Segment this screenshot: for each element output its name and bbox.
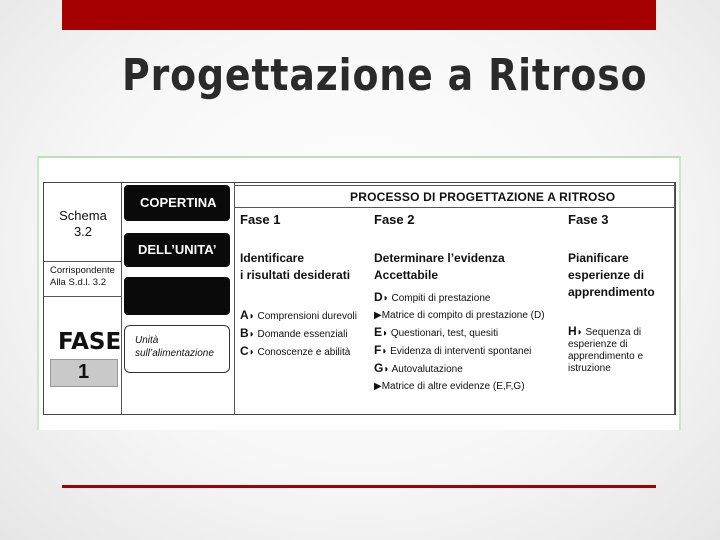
fase3-title-line2: esperienze di	[568, 268, 645, 282]
copertina-label: COPERTINA	[140, 195, 217, 210]
divider-process-top	[234, 185, 675, 186]
fase3-items	[568, 325, 643, 375]
schema-label	[48, 208, 118, 240]
list-item: C◗ Conoscenze e abilità	[240, 344, 351, 358]
fase1-heading: Fase 1	[240, 212, 281, 227]
unit-box	[124, 325, 230, 373]
divider-left-row1	[44, 261, 121, 262]
fase2-heading: Fase 2	[374, 212, 415, 227]
fase3-title	[568, 250, 655, 301]
fase2-items	[374, 289, 545, 395]
divider-left-column	[121, 183, 122, 414]
bottom-accent-line	[62, 485, 656, 488]
fase3-title-line3: apprendimento	[568, 285, 655, 299]
list-item: G◗ Autovalutazione	[374, 361, 463, 375]
list-item: H◗ Sequenza di	[568, 324, 642, 338]
list-item: apprendimento e	[568, 351, 644, 362]
fase-label: FASE	[58, 329, 122, 355]
process-title: PROCESSO DI PROGETTAZIONE A RITROSO	[350, 190, 616, 204]
corrispondente-line1: Corrispondente	[50, 265, 115, 276]
scanned-figure	[37, 156, 681, 430]
divider-left-row2	[44, 296, 121, 297]
fase-number-box	[50, 359, 118, 387]
divider-process-title	[234, 207, 675, 208]
figure-frame	[43, 182, 676, 415]
top-accent-bar	[62, 0, 656, 30]
fase3-heading: Fase 3	[568, 212, 609, 227]
fase1-title	[240, 250, 350, 284]
list-item: E◗ Questionari, test, quesiti	[374, 325, 499, 339]
fase-number: 1	[78, 361, 90, 383]
corrispondente-text	[50, 265, 115, 289]
slide-title: Progettazione a Ritroso	[122, 50, 648, 101]
fase3-title-line1: Pianificare	[568, 251, 629, 265]
fase1-title-line2: i risultati desiderati	[240, 268, 351, 282]
unit-line1: Unità	[135, 335, 159, 346]
list-item: esperienze di	[568, 339, 628, 350]
fase1-title-line1: Identificare	[240, 251, 305, 265]
fase1-items	[240, 307, 357, 361]
list-item: F◗ Evidenza di interventi spontanei	[374, 343, 532, 357]
divider-right-edge	[674, 183, 675, 414]
fase2-title-line2: Accettabile	[374, 268, 439, 282]
dell-unita-box	[124, 233, 230, 267]
list-item: istruzione	[568, 363, 611, 374]
fase2-title-line1: Determinare l’evidenza	[374, 251, 505, 265]
dell-unita-label: DELL’UNITA’	[138, 242, 217, 257]
fase2-title	[374, 250, 505, 284]
item-letter: A	[240, 308, 249, 322]
item-letter: C	[240, 344, 249, 358]
item-letter: B	[240, 326, 249, 340]
unit-line2: sull’alimentazione	[135, 348, 214, 359]
list-item: B◗ Domande essenziali	[240, 326, 348, 340]
copertina-box	[124, 185, 230, 221]
list-item: ▶Matrice di compito di prestazione (D)	[374, 310, 545, 321]
list-item: ▶Matrice di altre evidenze (E,F,G)	[374, 381, 525, 392]
empty-black-box	[124, 277, 230, 315]
list-item: D◗ Compiti di prestazione	[374, 290, 491, 304]
divider-mid-column	[234, 183, 235, 414]
corrispondente-line2: Alla S.d.l. 3.2	[50, 277, 106, 288]
list-item: A◗ Comprensioni durevoli	[240, 308, 357, 322]
unit-text	[135, 334, 214, 360]
schema-word: Schema	[59, 208, 107, 223]
schema-number: 3.2	[73, 224, 93, 239]
